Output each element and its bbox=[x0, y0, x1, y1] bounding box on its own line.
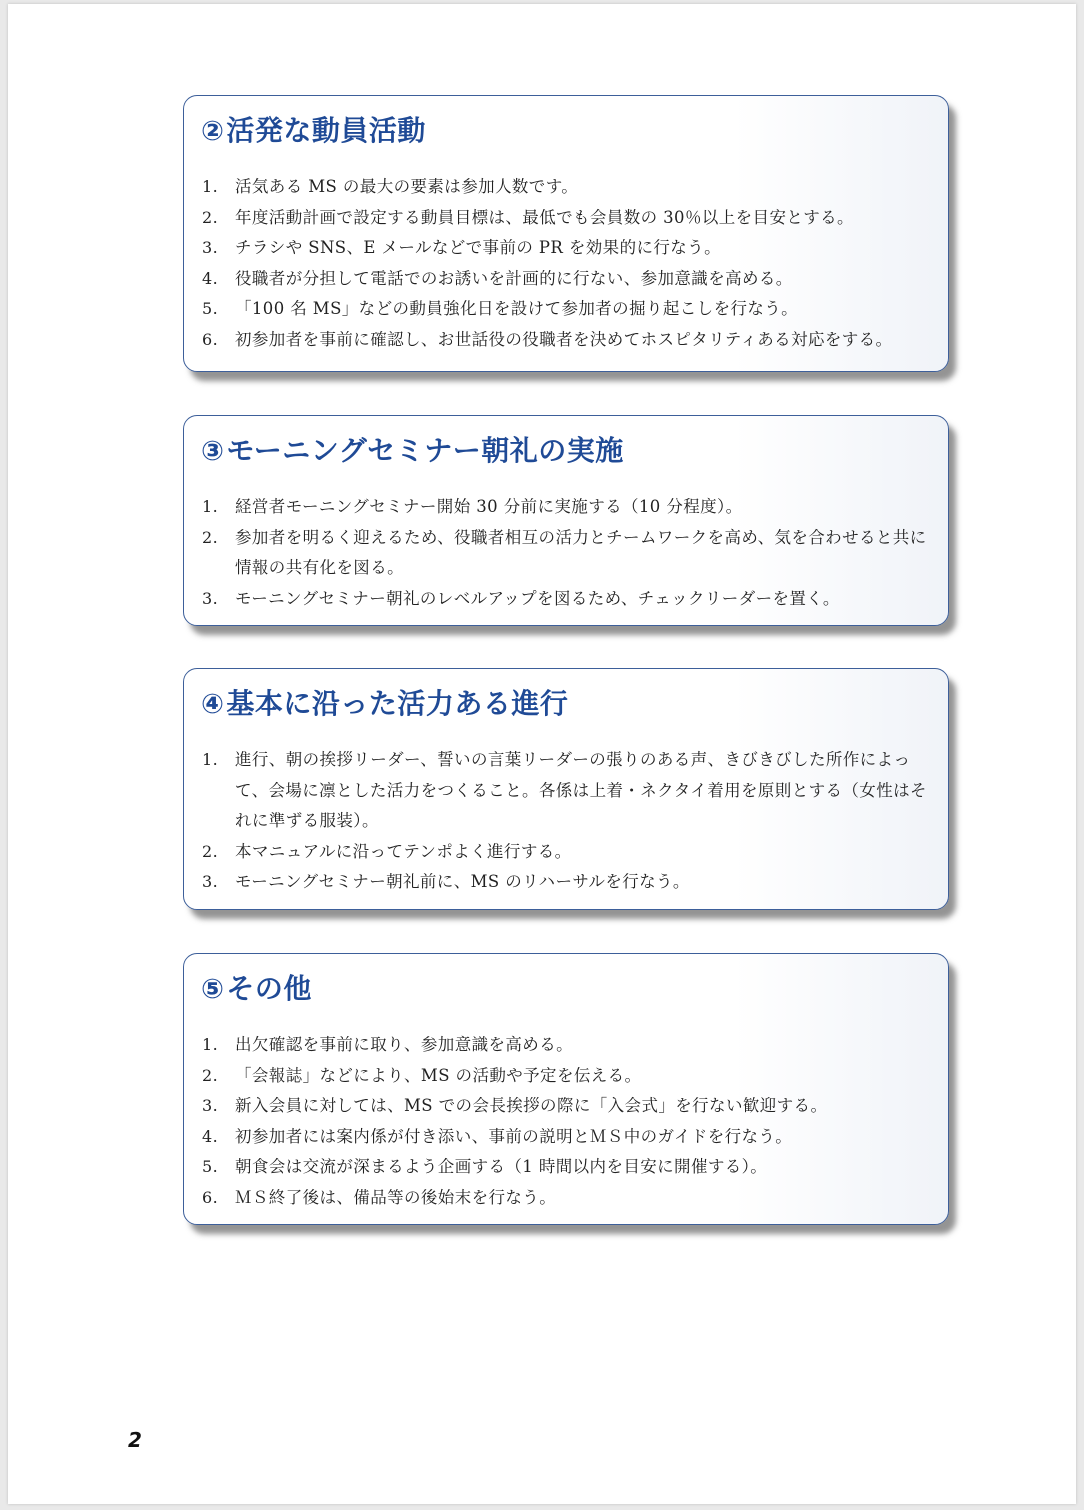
list-item bbox=[202, 837, 934, 868]
item-text: 活気ある MS の最大の要素は参加人数です。 bbox=[235, 177, 579, 196]
item-number: 2. bbox=[202, 527, 219, 547]
item-number: 3. bbox=[202, 1096, 219, 1116]
item-text: 初参加者を事前に確認し、お世話役の役職者を決めてホスピタリティある対応をする。 bbox=[235, 329, 893, 349]
list-item bbox=[202, 1122, 934, 1153]
item-list bbox=[202, 745, 934, 898]
item-text: 初参加者には案内係が付き添い、事前の説明とＭＳ中のガイドを行なう。 bbox=[235, 1126, 793, 1146]
page-number: 2 bbox=[128, 1428, 142, 1452]
section-title bbox=[201, 971, 312, 1008]
item-text: モーニングセミナー朝礼前に、MS のリハーサルを行なう。 bbox=[235, 872, 690, 892]
item-text: 朝食会は交流が深まるよう企画する（1 時間以内を目安に開催する）。 bbox=[235, 1157, 768, 1177]
section-title-text: モーニングセミナー朝礼の実施 bbox=[226, 434, 624, 467]
section-title bbox=[201, 113, 426, 150]
item-text: 「100 名 MS」などの動員強化日を設けて参加者の掘り起こしを行なう。 bbox=[235, 299, 799, 319]
section-title-text: 基本に沿った活力ある進行 bbox=[226, 687, 569, 720]
item-text: 進行、朝の挨拶リーダー、誓いの言葉リーダーの張りのある声、きびきびした所作によって、会場に凛とした活力をつくること。各係は上着・ネクタイ着用を原則とする（女性はそれに準ずる服装）。 bbox=[235, 750, 927, 831]
section-number: ② bbox=[201, 116, 225, 147]
list-item bbox=[202, 172, 934, 203]
item-number: 3. bbox=[202, 238, 219, 258]
item-text: 本マニュアルに沿ってテンポよく進行する。 bbox=[235, 841, 572, 861]
item-text: 「会報誌」などにより、MS の活動や予定を伝える。 bbox=[235, 1065, 642, 1085]
item-text: モーニングセミナー朝礼のレベルアップを図るため、チェックリーダーを置く。 bbox=[235, 588, 840, 608]
section-title bbox=[201, 433, 624, 470]
item-number: 2. bbox=[202, 1065, 219, 1085]
item-list bbox=[202, 1030, 934, 1214]
list-item bbox=[202, 325, 934, 356]
list-item bbox=[202, 294, 934, 325]
section-number: ⑤ bbox=[201, 974, 225, 1005]
item-number: 1. bbox=[202, 1035, 219, 1054]
item-text: 経営者モーニングセミナー開始 30 分前に実施する（10 分程度）。 bbox=[235, 497, 743, 516]
item-number: 1. bbox=[202, 497, 219, 516]
list-item bbox=[202, 1091, 934, 1122]
item-number: 1. bbox=[202, 750, 219, 769]
section-title bbox=[201, 686, 568, 723]
item-number: 3. bbox=[202, 872, 219, 892]
section-box-shinko bbox=[183, 668, 949, 910]
list-item bbox=[202, 1152, 934, 1183]
item-text: 新入会員に対しては、MS での会長挨拶の際に「入会式」を行ない歓迎する。 bbox=[235, 1096, 828, 1116]
section-number: ③ bbox=[201, 436, 225, 467]
list-item bbox=[202, 584, 934, 615]
list-item bbox=[202, 264, 934, 295]
item-list bbox=[202, 492, 934, 614]
item-number: 6. bbox=[202, 329, 219, 349]
item-text: チラシや SNS、E メールなどで事前の PR を効果的に行なう。 bbox=[235, 238, 721, 258]
section-box-chorei bbox=[183, 415, 949, 626]
item-text: 年度活動計画で設定する動員目標は、最低でも会員数の 30％以上を目安とする。 bbox=[235, 207, 854, 227]
item-list bbox=[202, 172, 934, 356]
item-text: 役職者が分担して電話でのお誘いを計画的に行ない、参加意識を高める。 bbox=[235, 268, 793, 288]
item-number: 2. bbox=[202, 207, 219, 227]
list-item bbox=[202, 1183, 934, 1214]
item-number: 4. bbox=[202, 268, 219, 288]
section-number: ④ bbox=[201, 689, 225, 720]
list-item bbox=[202, 523, 934, 584]
list-item bbox=[202, 1030, 934, 1061]
item-number: 4. bbox=[202, 1126, 219, 1146]
item-number: 5. bbox=[202, 1157, 219, 1177]
list-item bbox=[202, 492, 934, 523]
section-box-sonota bbox=[183, 953, 949, 1225]
item-text: 参加者を明るく迎えるため、役職者相互の活力とチームワークを高め、気を合わせると共に情報の共有化を図る。 bbox=[235, 527, 927, 578]
list-item bbox=[202, 203, 934, 234]
list-item bbox=[202, 233, 934, 264]
item-number: 6. bbox=[202, 1187, 219, 1207]
section-box-dōin bbox=[183, 95, 949, 372]
section-title-text: その他 bbox=[226, 972, 312, 1005]
item-text: ＭＳ終了後は、備品等の後始末を行なう。 bbox=[235, 1187, 557, 1207]
list-item bbox=[202, 1061, 934, 1092]
list-item bbox=[202, 745, 934, 837]
item-text: 出欠確認を事前に取り、参加意識を高める。 bbox=[235, 1035, 573, 1054]
item-number: 1. bbox=[202, 177, 219, 196]
item-number: 5. bbox=[202, 299, 219, 319]
item-number: 2. bbox=[202, 841, 219, 861]
section-title-text: 活発な動員活動 bbox=[226, 114, 426, 147]
item-number: 3. bbox=[202, 588, 219, 608]
list-item bbox=[202, 867, 934, 898]
